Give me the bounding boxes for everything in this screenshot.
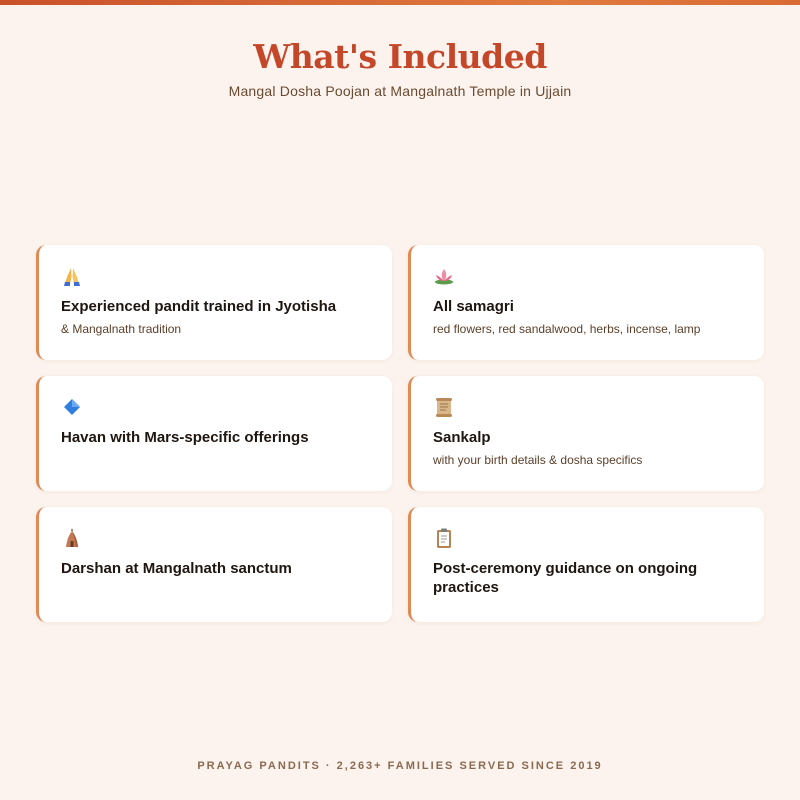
- top-accent-bar: [0, 0, 800, 5]
- item-title: Post-ceremony guidance on ongoing practices: [433, 560, 698, 596]
- item-description: with your birth details & dosha specifics: [433, 453, 643, 467]
- scroll-icon: [433, 396, 455, 420]
- lotus-icon: [433, 265, 455, 289]
- included-item-card: [36, 245, 392, 360]
- folded-hands-icon: [61, 265, 83, 289]
- included-item-card: [36, 507, 392, 622]
- clipboard-icon: [433, 527, 455, 551]
- temple-icon: [61, 527, 83, 551]
- blue-diamond-icon: [61, 396, 83, 420]
- included-item-card: [36, 376, 392, 491]
- item-title: Darshan at Mangalnath sanctum: [61, 560, 292, 577]
- included-item-card: [408, 376, 764, 491]
- item-title: All samagri: [433, 298, 514, 315]
- footer-tagline: PRAYAG PANDITS · 2,263+ FAMILIES SERVED SINCE 2019: [197, 760, 603, 772]
- included-item-card: [408, 507, 764, 622]
- page-subtitle: Mangal Dosha Poojan at Mangalnath Temple in Ujjain: [228, 83, 572, 99]
- included-items-grid: [36, 245, 764, 622]
- item-title: Experienced pandit trained in Jyotisha: [61, 298, 337, 315]
- item-description: & Mangalnath tradition: [61, 322, 182, 336]
- page-title: What's Included: [253, 37, 547, 76]
- item-title: Sankalp: [433, 429, 491, 446]
- item-description: red flowers, red sandalwood, herbs, incense, lamp: [433, 322, 701, 336]
- included-item-card: [408, 245, 764, 360]
- item-title: Havan with Mars-specific offerings: [61, 429, 309, 446]
